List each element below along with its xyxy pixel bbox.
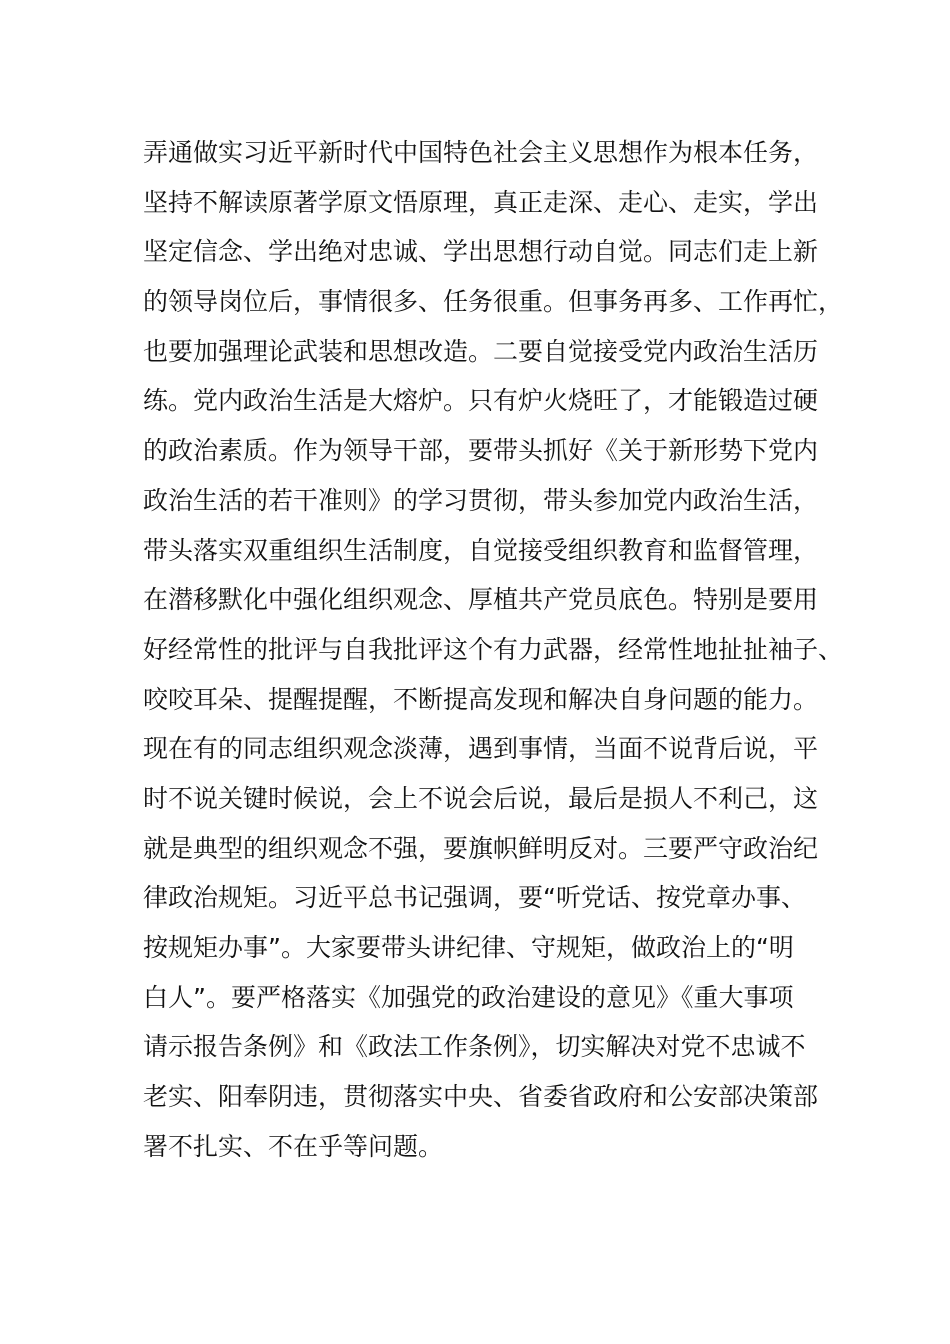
text-line: 署不扎实、不在乎等问题。 [143,1131,444,1161]
text-line: 练。党内政治生活是大熔炉。只有炉火烧旺了，才能锻造过硬 [143,386,819,416]
text-line: 现在有的同志组织观念淡薄，遇到事情，当面不说背后说，平 [143,734,819,764]
text-line: 的政治素质。作为领导干部，要带头抓好《关于新形势下党内 [143,436,819,466]
body-paragraph [143,128,844,1171]
text-line: 在潜移默化中强化组织观念、厚植共产党员底色。特别是要用 [143,585,819,615]
text-line: 坚持不解读原著学原文悟原理，真正走深、走心、走实，学出 [143,187,819,217]
text-line: 白人”。要严格落实《加强党的政治建设的意见》《重大事项 [143,982,794,1012]
text-line: 也要加强理论武装和思想改造。二要自觉接受党内政治生活历 [143,336,819,366]
text-line: 的领导岗位后，事情很多、任务很重。但事务再多、工作再忙， [143,287,844,317]
text-line: 好经常性的批评与自我批评这个有力武器，经常性地扯扯袖子、 [143,634,844,664]
text-line: 就是典型的组织观念不强，要旗帜鲜明反对。三要严守政治纪 [143,833,819,863]
text-line: 时不说关键时候说，会上不说会后说，最后是损人不利己，这 [143,783,819,813]
text-line: 请示报告条例》和《政法工作条例》，切实解决对党不忠诚不 [143,1032,806,1062]
text-line: 律政治规矩。习近平总书记强调，要“听党话、按党章办事、 [143,883,806,913]
text-line: 坚定信念、学出绝对忠诚、学出思想行动自觉。同志们走上新 [143,237,819,267]
text-line: 老实、阳奉阴违，贯彻落实中央、省委省政府和公安部决策部 [143,1082,819,1112]
text-line: 弄通做实习近平新时代中国特色社会主义思想作为根本任务， [143,138,819,167]
text-line: 政治生活的若干准则》的学习贯彻，带头参加党内政治生活， [143,485,819,515]
text-line: 带头落实双重组织生活制度，自觉接受组织教育和监督管理， [143,535,819,565]
text-line: 按规矩办事”。大家要带头讲纪律、守规矩，做政治上的“明 [143,933,794,962]
text-line: 咬咬耳朵、提醒提醒，不断提高发现和解决自身问题的能力。 [143,684,819,714]
